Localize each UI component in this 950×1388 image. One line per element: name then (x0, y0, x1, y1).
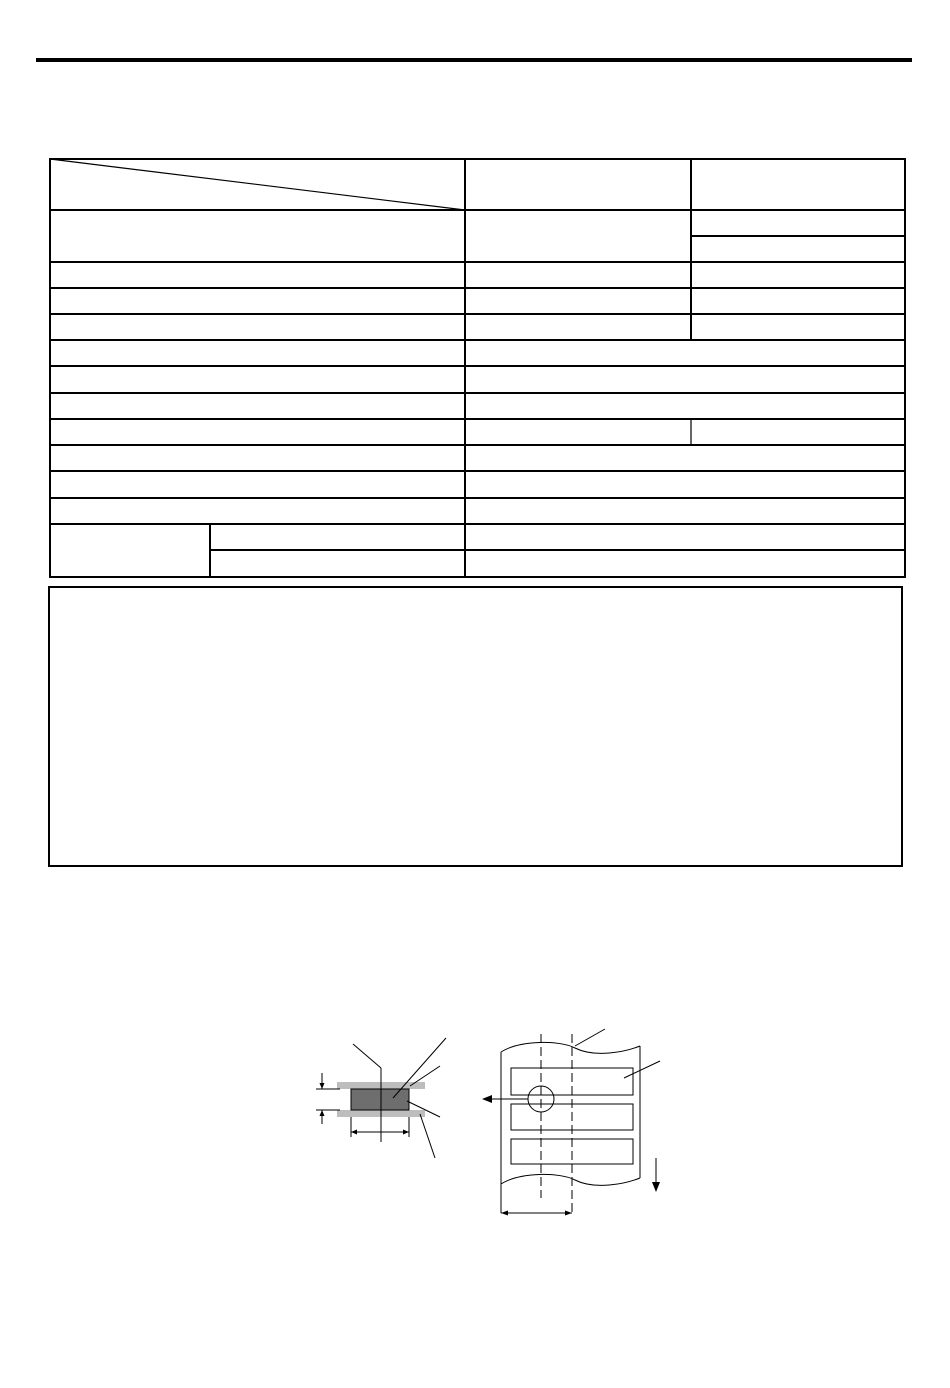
label-strip (482, 1029, 660, 1216)
media-cross-section (316, 1038, 446, 1158)
strip-bottom-edge (501, 1174, 640, 1185)
label-body (351, 1089, 409, 1110)
strip-top-edge (501, 1042, 640, 1053)
